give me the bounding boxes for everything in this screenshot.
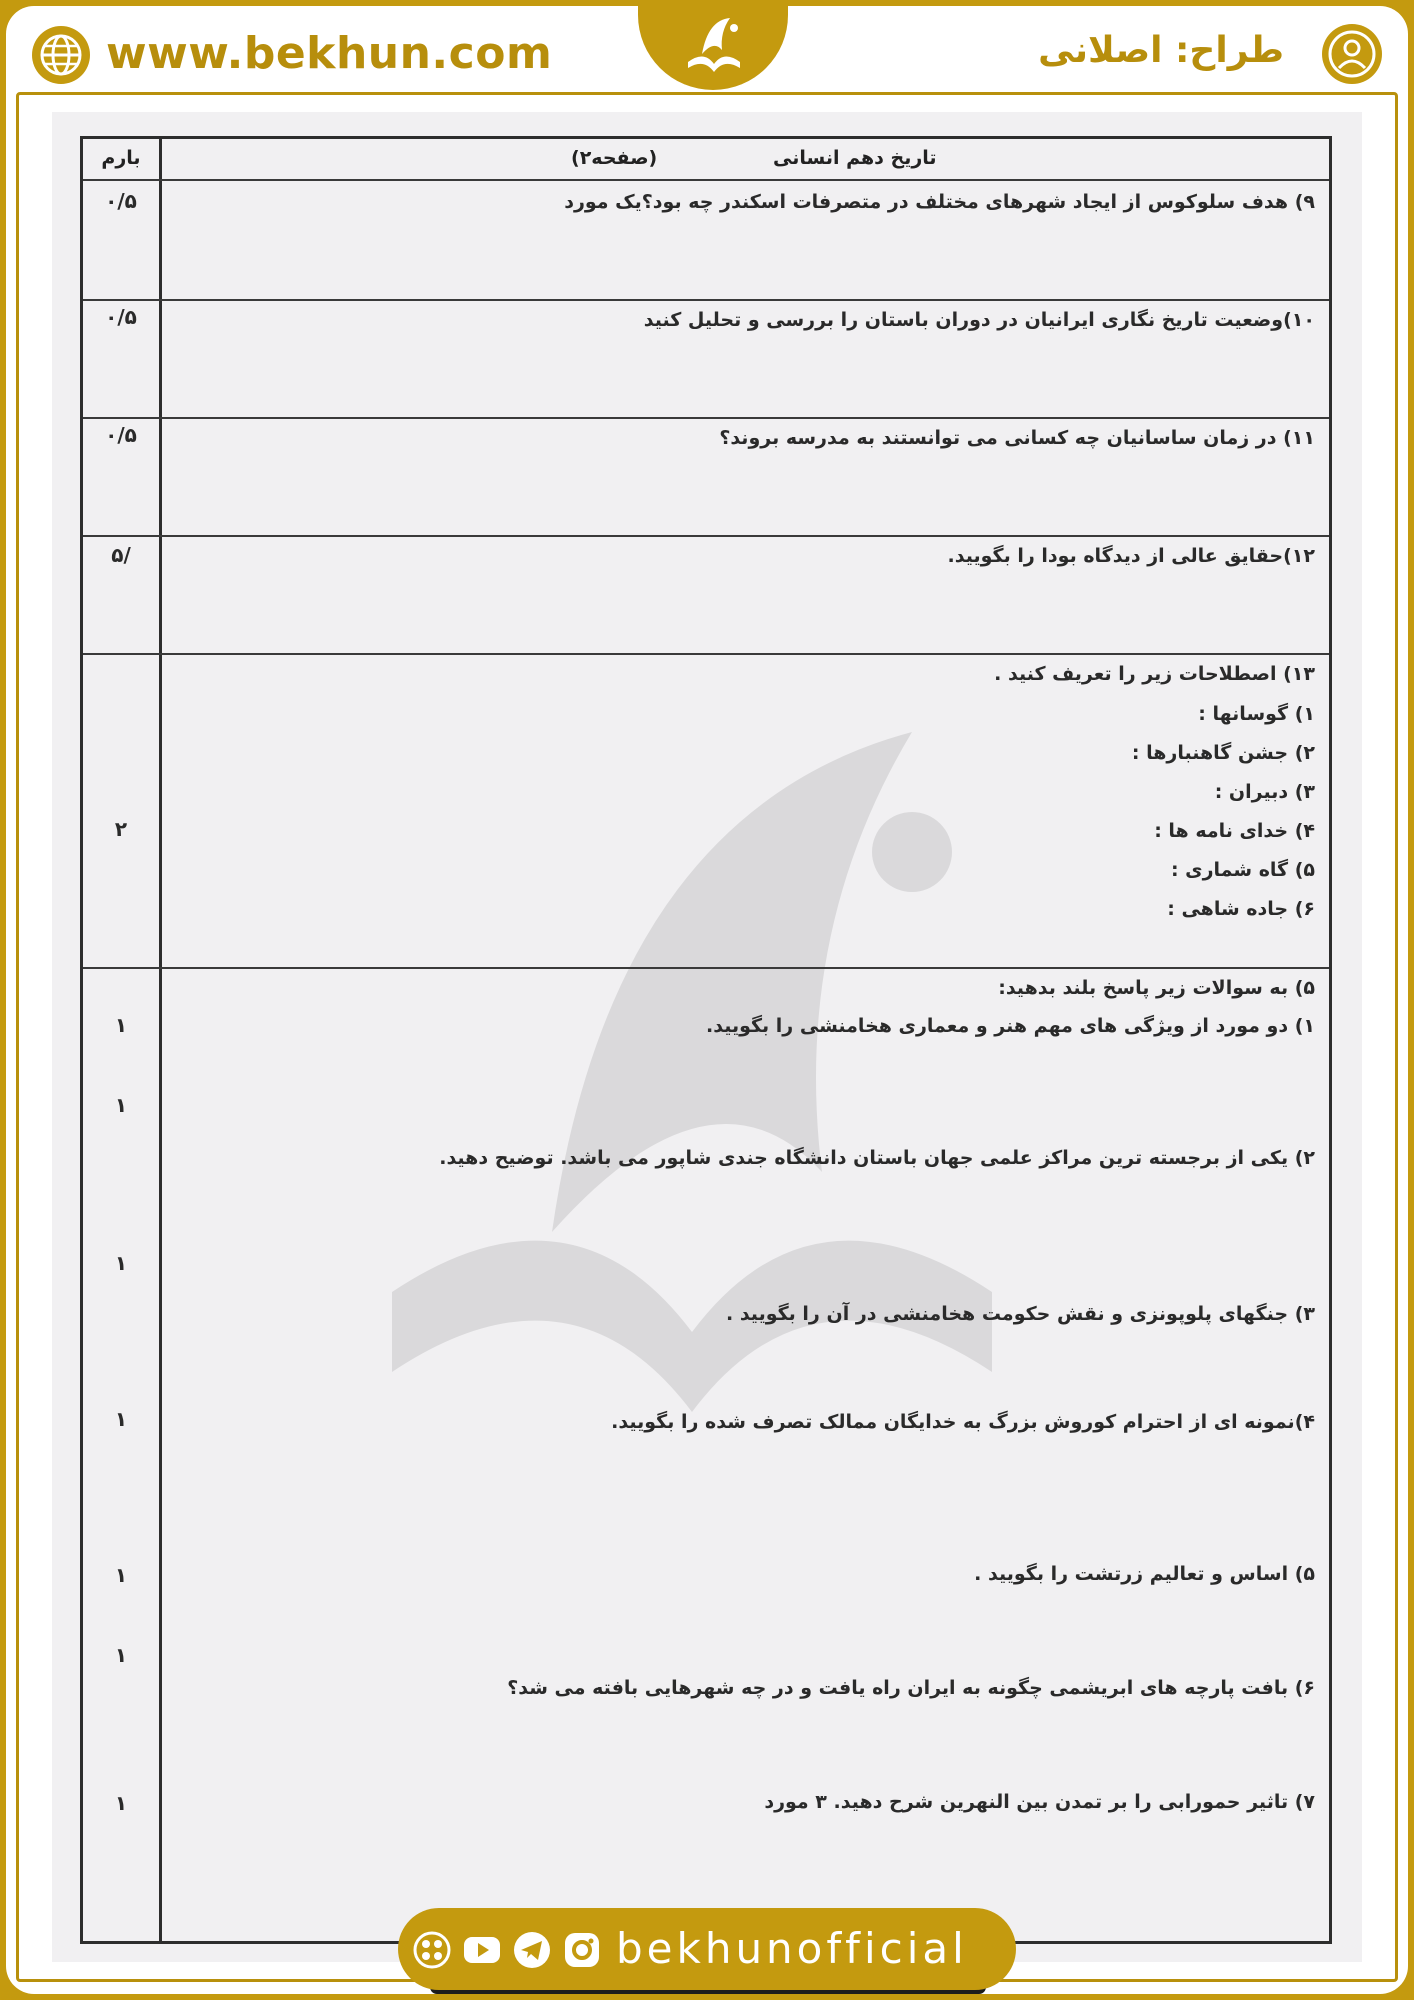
long-question-2-score: ۱ — [114, 1093, 128, 1117]
long-question-6-score: ۱ — [114, 1643, 128, 1667]
question-11-score: ۰/۵ — [105, 423, 137, 447]
question-13-score: ۲ — [114, 817, 128, 841]
globe-icon[interactable] — [30, 24, 92, 86]
user-icon — [1320, 22, 1384, 86]
long-question-6: ۶) بافت پارچه های ابریشمی چگونه به ایران راه یافت و در چه شهرهایی بافته می شد؟ — [507, 1677, 1315, 1699]
row-divider — [83, 535, 1329, 537]
long-question-1: ۱) دو مورد از ویژگی های مهم هنر و معماری هخامنشی را بگویید. — [706, 1015, 1315, 1037]
bekhun-logo-icon — [674, 10, 752, 82]
row-divider — [83, 417, 1329, 419]
long-question-1-score: ۱ — [114, 1013, 128, 1037]
exam-table — [80, 136, 1332, 1944]
long-question-5: ۵) اساس و تعالیم زرتشت را بگویید . — [974, 1563, 1315, 1585]
row-divider — [83, 967, 1329, 969]
page-label: (صفحه۲) — [571, 147, 658, 169]
row-divider — [83, 299, 1329, 301]
question-10-score: ۰/۵ — [105, 305, 137, 329]
term-item: ۴) خدای نامه ها : — [1154, 820, 1315, 842]
long-question-4-score: ۱ — [114, 1407, 128, 1431]
question-11: ۱۱) در زمان ساسانیان چه کسانی می توانستند به مدرسه بروند؟ — [719, 427, 1315, 449]
score-column-header: بارم — [101, 147, 141, 169]
row-divider — [83, 179, 1329, 181]
question-9-score: ۰/۵ — [105, 189, 137, 213]
site-url-link[interactable]: www.bekhun.com — [106, 28, 553, 79]
question-10: ۱۰)وضعیت تاریخ نگاری ایرانیان در دوران باستان را بررسی و تحلیل کنید — [643, 309, 1315, 331]
term-item: ۱) گوسانها : — [1198, 703, 1315, 725]
long-question-2: ۲) یکی از برجسته ترین مراکز علمی جهان باستان دانشگاه جندی شاپور می باشد. توضیح دهید. — [439, 1147, 1315, 1169]
question-13: ۱۳) اصطلاحات زیر را تعریف کنید . — [994, 663, 1315, 685]
long-question-3-score: ۱ — [114, 1251, 128, 1275]
long-question-5-score: ۱ — [114, 1563, 128, 1587]
question-9: ۹) هدف سلوکوس از ایجاد شهرهای مختلف در متصرفات اسکندر چه بود؟یک مورد — [564, 191, 1315, 213]
header — [6, 6, 1408, 94]
term-item: ۶) جاده شاهی : — [1167, 898, 1315, 920]
row-divider — [83, 653, 1329, 655]
logo-badge — [638, 6, 788, 90]
question-14: ۵) به سوالات زیر پاسخ بلند بدهید: — [998, 977, 1315, 999]
footer-social-bar — [398, 1908, 1016, 1990]
long-question-7-score: ۱ — [114, 1791, 128, 1815]
exam-title: تاریخ دهم انسانی — [773, 147, 937, 169]
term-item: ۲) جشن گاهنبارها : — [1131, 742, 1315, 764]
long-question-7: ۷) تاثیر حمورابی را بر تمدن بین النهرین شرح دهید. ۳ مورد — [764, 1791, 1315, 1813]
term-item: ۵) گاه شماری : — [1170, 859, 1315, 881]
instagram-icon[interactable] — [562, 1930, 602, 1970]
aparat-icon[interactable] — [412, 1930, 452, 1970]
designer-name: طراح: اصلانی — [1038, 30, 1284, 71]
score-column-divider — [159, 139, 162, 1941]
telegram-icon[interactable] — [512, 1930, 552, 1970]
long-question-4: ۴)نمونه ای از احترام کوروش بزرگ به خدایگان ممالک تصرف شده را بگویید. — [611, 1411, 1315, 1433]
question-12: ۱۲)حقایق عالی از دیدگاه بودا را بگویید. — [947, 545, 1315, 567]
youtube-icon[interactable] — [462, 1930, 502, 1970]
term-item: ۳) دبیران : — [1214, 781, 1315, 803]
long-question-3: ۳) جنگهای پلوپونزی و نقش حکومت هخامنشی در آن را بگویید . — [726, 1303, 1315, 1325]
social-handle[interactable]: bekhunofficial — [616, 1924, 968, 1973]
question-12-score: /۵ — [111, 543, 131, 567]
